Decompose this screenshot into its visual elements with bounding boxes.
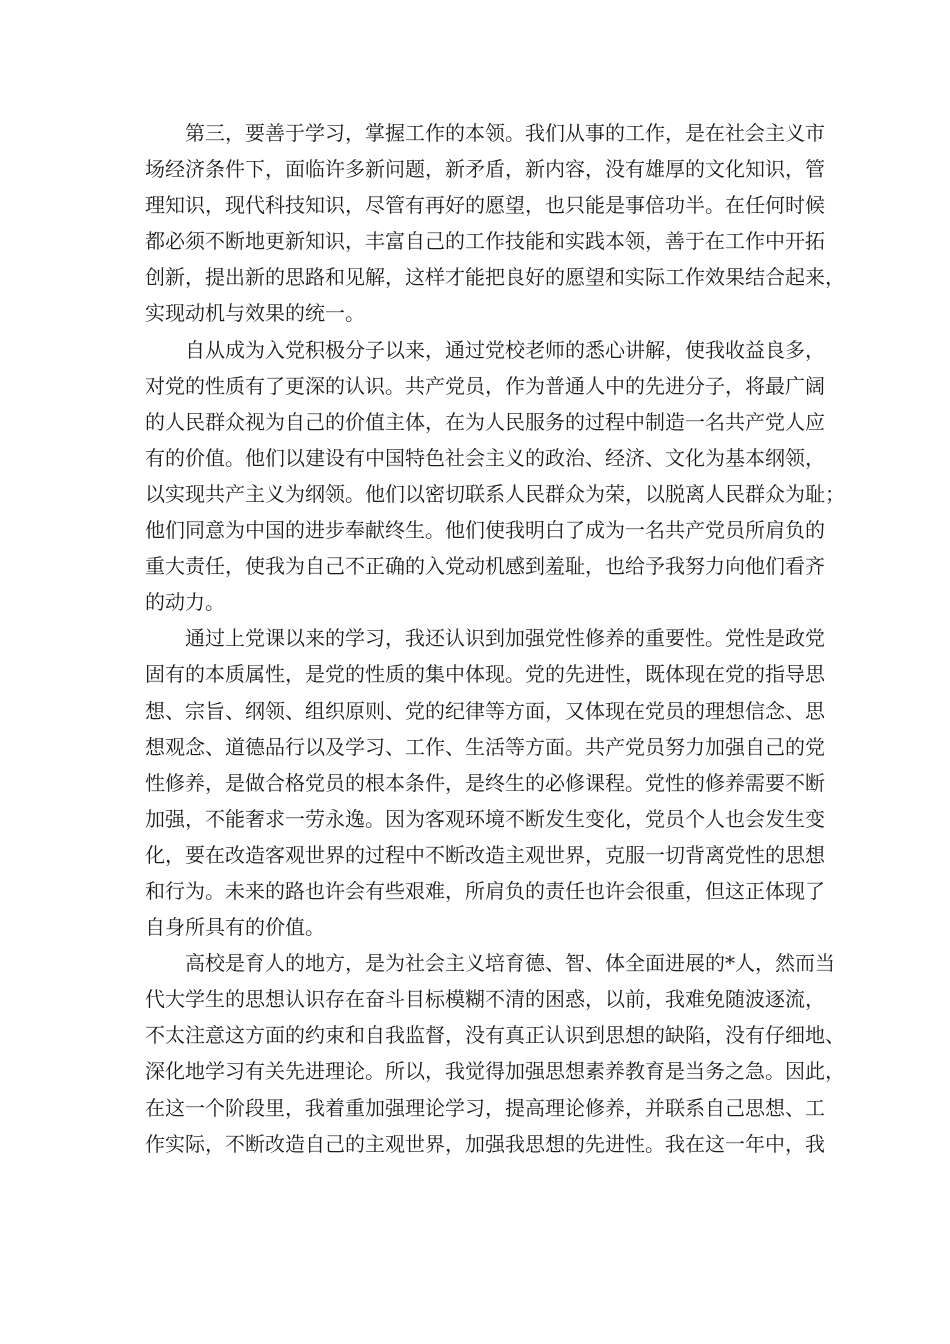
paragraph-line: 场经济条件下，面临许多新问题，新矛盾，新内容，没有雄厚的文化知识，管 (145, 157, 825, 182)
paragraph-line: 想观念、道德品行以及学习、工作、生活等方面。共产党员努力加强自己的党 (145, 734, 825, 759)
paragraph-line: 重大责任，使我为自己不正确的入党动机感到羞耻，也给予我努力向他们看齐 (145, 554, 825, 579)
paragraph-line: 第三，要善于学习，掌握工作的本领。我们从事的工作，是在社会主义市 (185, 121, 825, 145)
paragraph-line: 创新，提出新的思路和见解，这样才能把良好的愿望和实际工作效果结合起来， (145, 265, 845, 290)
paragraph-line: 性修养，是做合格党员的根本条件，是终生的必修课程。党性的修养需要不断 (145, 770, 825, 795)
paragraph-line: 对党的性质有了更深的认识。共产党员，作为普通人中的先进分子，将最广阔 (145, 373, 825, 398)
paragraph-line: 自从成为入党积极分子以来，通过党校老师的悉心讲解，使我收益良多， (185, 337, 825, 362)
paragraph-learning (145, 115, 845, 332)
paragraph-line: 他们同意为中国的进步奉献终生。他们使我明白了成为一名共产党员所肩负的 (145, 518, 825, 543)
paragraph-line: 化，要在改造客观世界的过程中不断改造主观世界，克服一切背离党性的思想 (145, 842, 825, 867)
paragraph-line: 理知识，现代科技知识，尽管有再好的愿望，也只能是事倍功半。在任何时候 (145, 193, 825, 218)
paragraph-line: 高校是育人的地方，是为社会主义培育德、智、体全面进展的*人，然而当 (185, 951, 835, 976)
paragraph-line: 和行为。未来的路也许会有些艰难，所肩负的责任也许会很重，但这正体现了 (145, 878, 825, 903)
paragraph-line: 都必须不断地更新知识，丰富自己的工作技能和实践本领，善于在工作中开拓 (145, 229, 825, 254)
paragraph-line: 以实现共产主义为纲领。他们以密切联系人民群众为荣，以脱离人民群众为耻； (145, 481, 845, 506)
paragraph-line: 固有的本质属性，是党的性质的集中体现。党的先进性，既体现在党的指导思 (145, 662, 825, 687)
paragraph-line: 实现动机与效果的统一。 (145, 301, 365, 326)
paragraph-party-spirit (145, 620, 825, 945)
paragraph-party-activist (145, 332, 845, 621)
paragraph-line: 自身所具有的价值。 (145, 915, 325, 940)
paragraph-line: 在这一个阶段里，我着重加强理论学习，提高理论修养，并联系自己思想、工 (145, 1095, 825, 1120)
paragraph-line: 加强，不能奢求一劳永逸。因为客观环境不断发生变化，党员个人也会发生变 (145, 806, 825, 831)
paragraph-line: 不太注意这方面的约束和自我监督，没有真正认识到思想的缺陷，没有仔细地、 (145, 1023, 845, 1048)
paragraph-line: 通过上党课以来的学习，我还认识到加强党性修养的重要性。党性是政党 (185, 626, 825, 651)
paragraph-line: 作实际，不断改造自己的主观世界，加强我思想的先进性。我在这一年中，我 (145, 1131, 825, 1156)
paragraph-university (145, 945, 845, 1162)
paragraph-line: 想、宗旨、纲领、组织原则、党的纪律等方面，又体现在党员的理想信念、思 (145, 698, 825, 723)
paragraph-line: 的人民群众视为自己的价值主体，在为人民服务的过程中制造一名共产党人应 (145, 409, 825, 434)
document-body (145, 115, 845, 1162)
paragraph-line: 代大学生的思想认识存在奋斗目标模糊不清的困惑，以前，我难免随波逐流， (145, 987, 825, 1012)
paragraph-line: 的动力。 (145, 590, 225, 615)
paragraph-line: 深化地学习有关先进理论。所以，我觉得加强思想素养教育是当务之急。因此， (145, 1059, 845, 1084)
paragraph-line: 有的价值。他们以建设有中国特色社会主义的政治、经济、文化为基本纲领， (145, 445, 825, 470)
